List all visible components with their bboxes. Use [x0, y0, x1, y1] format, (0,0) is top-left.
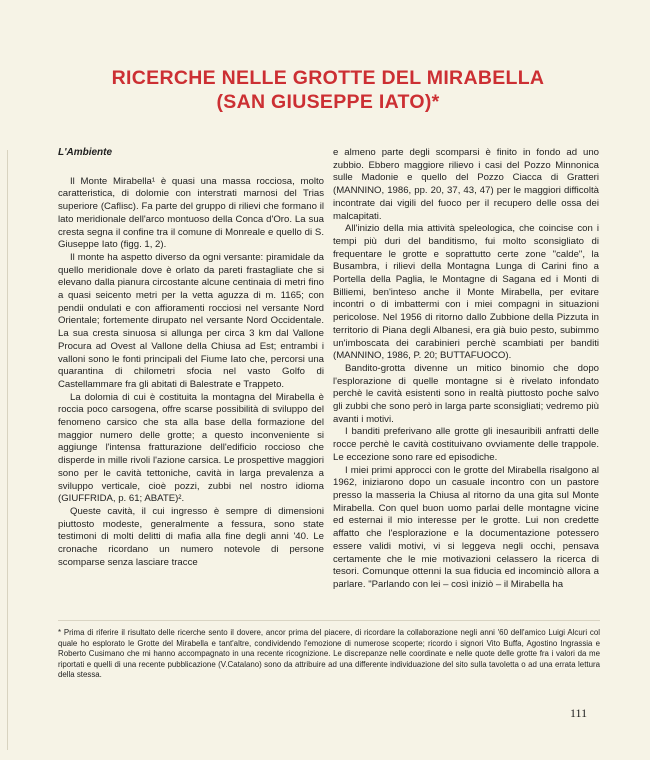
paragraph: All'inizio della mia attività speleologica, che coincise con i tempi più duri del banditismo, fui molto sconsigliato di frequentare le grotte e soprattutto certe zone "calde", la Busambra, i rilievi della Montagna Lunga di Carini fino a Portella della Paglia, le Montagne di Sagana ed i Monti di Billiemi, ben'inteso anche il Monte Mirabella, per evitare incontri o di imbattermi con i miei compagni in situazioni pericolose. Nel 1956 di ritorno dallo Zubbione della Pizzuta in territorio di Piana degli Albanesi, era già buio pesto, subimmo un'imboscata dei carabinieri perchè scambiati per banditi (MANNINO, 1986, P. 20; BUTTAFUOCO).	[333, 223, 599, 362]
section-heading: L'Ambiente	[58, 147, 113, 158]
margin-rule	[7, 150, 8, 750]
footnote: * Prima di riferire il risultato delle ricerche sento il dovere, ancor prima del piacere, di ricordare la collaborazione negli anni '60 dell'amico Luigi Alcuri col quale ho esplorato le Grotte del Mirabella e tant'altre, condividendo l'emozione di numerose scoperte; ricordo i signori Vito Buffa, Agostino Ingrassia e Roberto Cusimano che mi hanno accompagnato in una recente ricognizione. Le discrepanze nelle coordinate e nelle quote delle grotte fra i valori da me riportati e quelli di una recente pubblicazione (V.Catalano) sono da attribuire ad una differente individuazione del sito sulla tavoletta o ad una errata lettura della stessa.	[58, 628, 600, 680]
paragraph: Il Monte Mirabella¹ è quasi una massa rocciosa, molto caratteristica, di dolomie con interstrati marnosi del Trias superiore (Caflisc). Fa parte del gruppo di rilievi che formano il lato meridionale dell'arco montuoso della Conca d'Oro. La sua cresta segna il confine tra il comune di Monreale e quello di S. Giuseppe Iato (figg. 1, 2).	[58, 175, 324, 251]
footnote-divider	[58, 620, 600, 621]
title-line-2: (SAN GIUSEPPE IATO)*	[216, 91, 440, 113]
article-title	[58, 66, 598, 114]
paragraph: Bandito-grotta divenne un mitico binomio che dopo l'esplorazione di quelle montagne si è rivelato infondato perchè le cavità esistenti sono in realtà piuttosto poche salvo gli zubbi che sono però in larga parte sconsigliati; vedremo più avanti i motivi.	[333, 362, 599, 425]
paragraph: I miei primi approcci con le grotte del Mirabella risalgono al 1962, iniziarono dopo un casuale incontro con un pastore presso la masseria la Chiusa al ritorno da una gita sul Monte Mirabella. Con quel buon uomo parlai delle montagne vicine ed esternai il mio interesse per le grotte. Lui non credette affatto che l'esplorazione e la documentazione potessero essere validi motivi, vi si leggeva negli occhi, pensava certamente che le mie motivazioni celassero la ricerca di tesori. Comunque ottenni la sua fiducia ed incominciò allora a parlare. "Parlando con lei – così iniziò – il Mirabella ha	[333, 464, 599, 590]
page-number: 111	[570, 706, 588, 720]
paragraph: e almeno parte degli scomparsi è finito in fondo ad uno zubbio. Ebbero maggiore rilievo i casi del Pozzo Minnonica sulle Madonie e quello del Pozzo Ciacca di Gratteri (MANNINO, 1986, pp. 20, 37, 43, 47) per le maggiori difficoltà incontrate dai vigili del fuoco per il recupero delle ossa dei malcapitati.	[333, 147, 599, 222]
paragraph: Il monte ha aspetto diverso da ogni versante: piramidale da quello meridionale dove è orlato da pareti frastagliate che si elevano dalla pianura circostante alcune centinaia di metri fino a quasi seicento metri per la vetta aguzza di m. 1165; con pendii ondulati e con affioramenti rocciosi nel versante Nord Orientale; fortemente dirupato nel versante Nord Occidentale. La sua cresta sinuosa si allunga per circa 3 km dal Vallone Procura ad Ovest al Vallone della Chiusa ad Est; entrambi i valloni sono le fonti principali del Fiume Iato che, percorsi una quarantina di chilometri sfocia nel vasto Golfo di Castellammare fra gli abitati di Balestrate e Trappeto.	[58, 251, 324, 390]
left-column	[58, 147, 324, 570]
paragraph: Queste cavità, il cui ingresso è sempre di dimensioni piuttosto modeste, generalmente a fessura, sono state testimoni di molti delitti di mafia alla fine degli anni '40. Le cronache ricordano un numero notevole di persone scomparse senza lasciare tracce	[58, 505, 324, 568]
right-column	[333, 147, 599, 592]
title-line-1: RICERCHE NELLE GROTTE DEL MIRABELLA	[111, 67, 545, 89]
paragraph: I banditi preferivano alle grotte gli inesauribili anfratti delle rocce perchè le cavità costituivano ovviamente delle trappole. Le eccezione sono rare ed episodiche.	[333, 426, 599, 463]
paragraph: La dolomia di cui è costituita la montagna del Mirabella è roccia poco carsogena, offre scarse possibilità di sviluppo del fenomeno carsico che sta alla base della formazione del maggior numero delle grotte; a questo inconveniente si aggiunge l'intensa fratturazione dell'edificio roccioso che disperde in mille rivoli l'azione carsica. Le prospettive maggiori sono per le cavità tettoniche, cavità in larga prevalenza a sviluppo verticale, cioè pozzi, zubbi nel nostro idioma (GIUFFRIDA, p. 61; ABATE)².	[58, 391, 324, 505]
